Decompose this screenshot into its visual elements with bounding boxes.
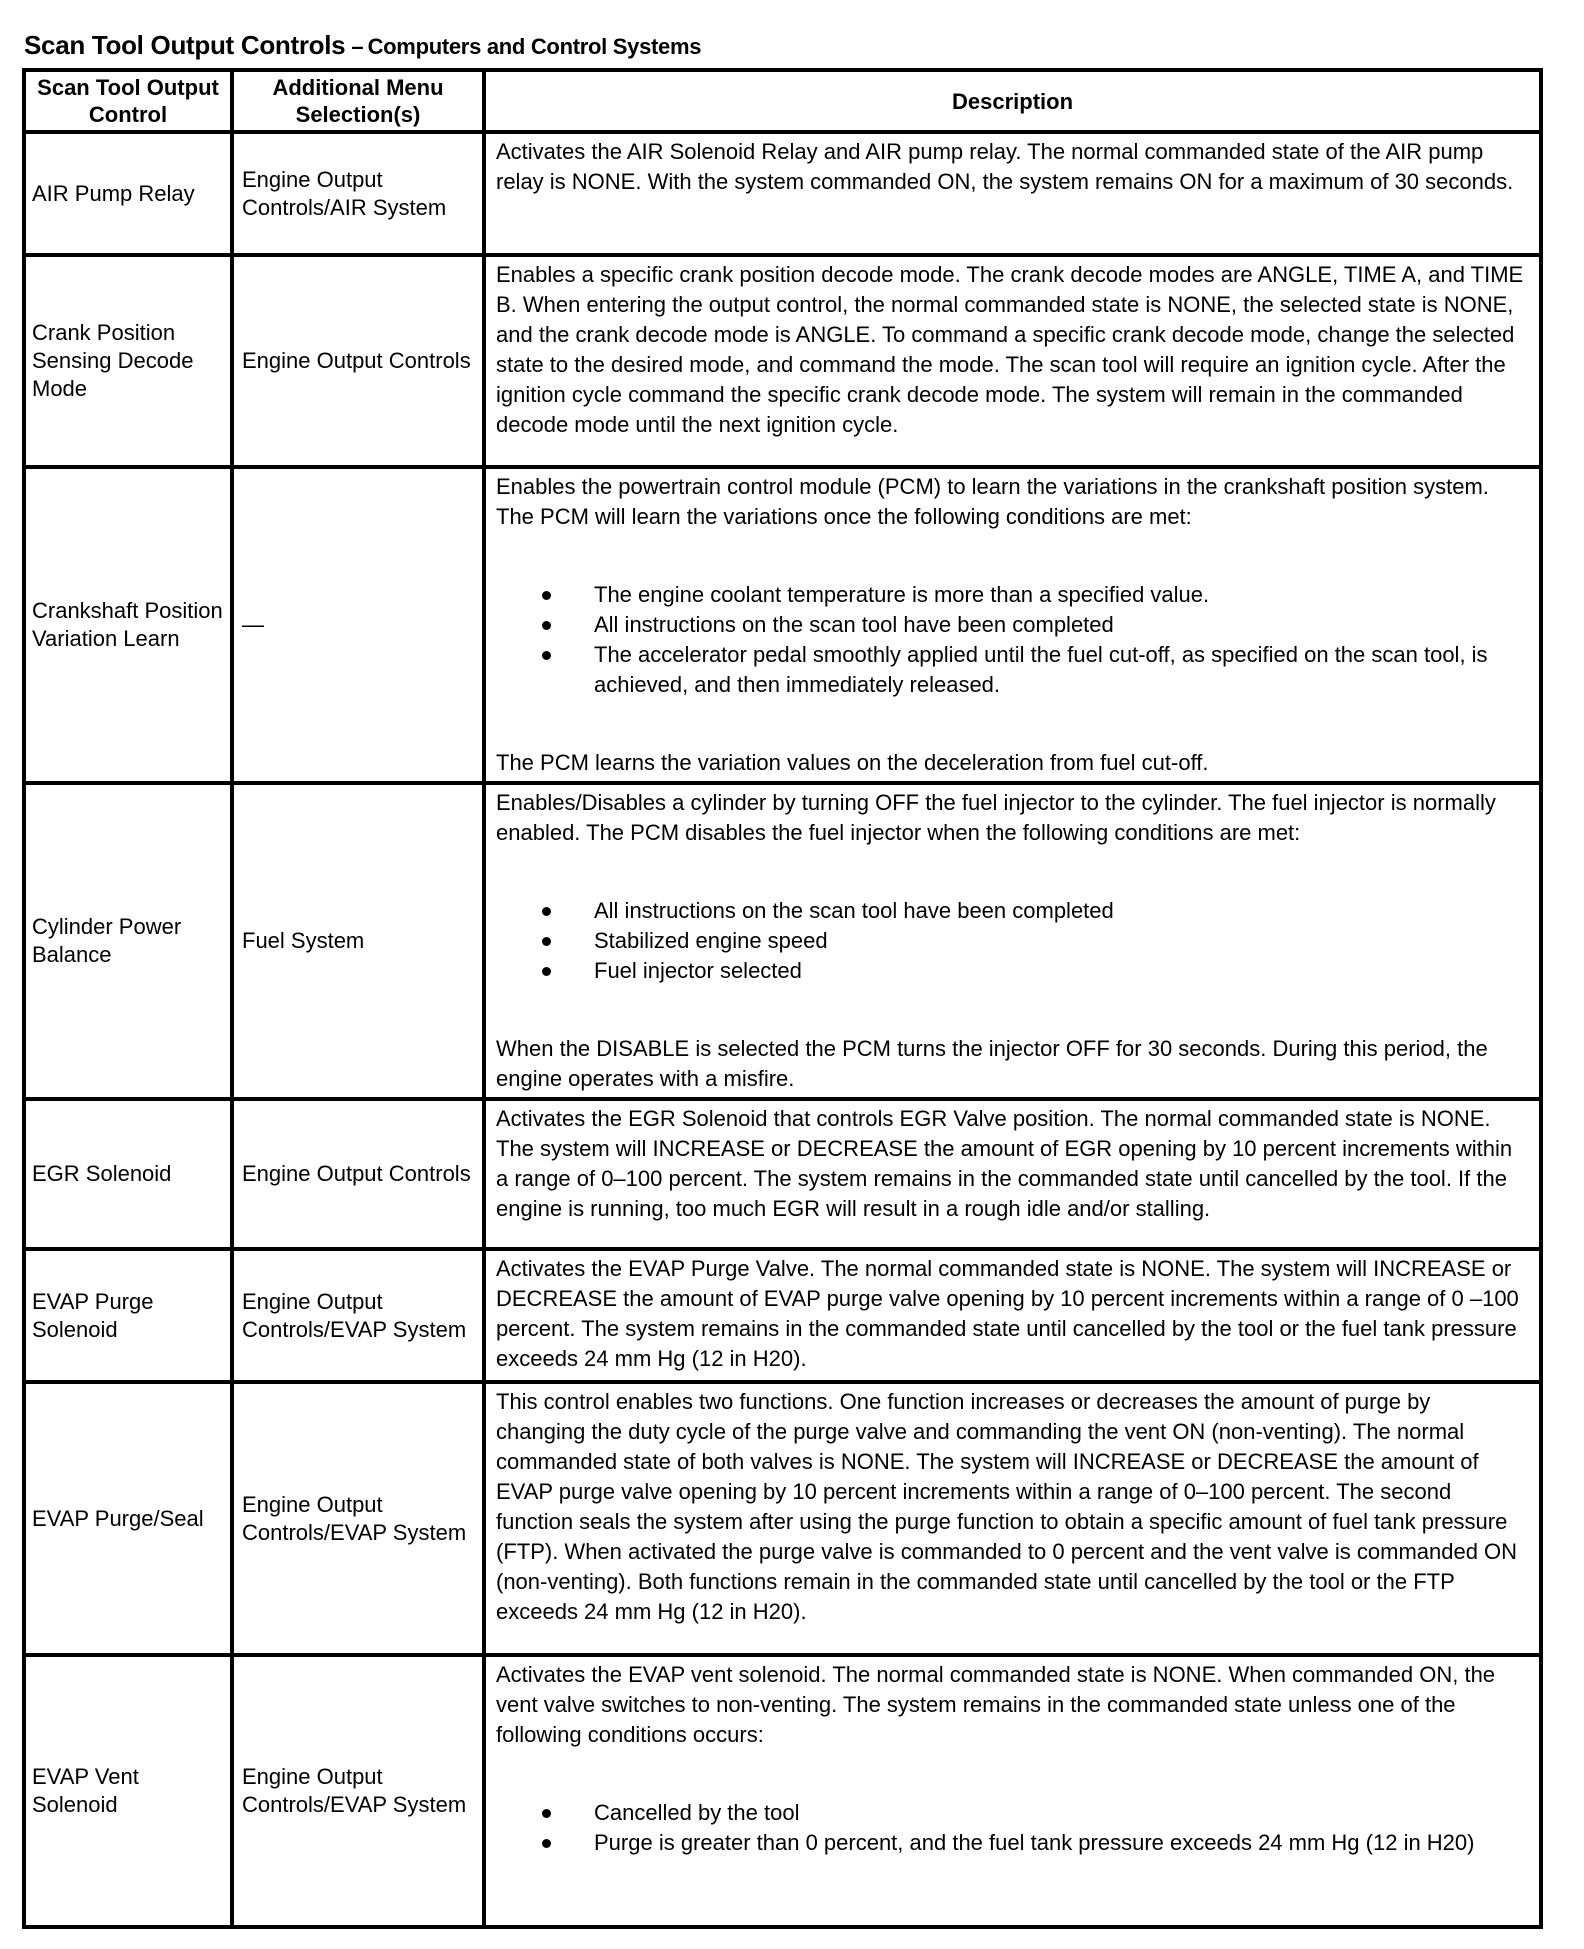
document-title xyxy=(24,30,1543,61)
table-row xyxy=(24,1099,1541,1249)
menu-selection-cell: Fuel System xyxy=(232,783,484,1099)
menu-selection-cell: Engine Output Controls/AIR System xyxy=(232,132,484,255)
document-title-main: Scan Tool Output Controls xyxy=(24,30,346,60)
column-header-description: Description xyxy=(484,70,1541,132)
table-row xyxy=(24,132,1541,255)
menu-selection-cell: Engine Output Controls xyxy=(232,255,484,467)
table-row xyxy=(24,1382,1541,1655)
description-paragraph: Activates the EVAP vent solenoid. The normal commanded state is NONE. When commanded ON, the vent valve switches to non-venting. The system remains in the commanded state unless one of the following conditions occurs: xyxy=(496,1662,1496,1747)
description-paragraph: The PCM learns the variation values on the deceleration from fuel cut-off. xyxy=(496,750,1209,775)
description-paragraph: Enables a specific crank position decode mode. The crank decode modes are ANGLE, TIME A, and TIME B. When entering the output control, the normal commanded state is NONE, the selected state is NONE, and the crank decode mode is ANGLE. To command a specific crank decode mode, change the selected state to the desired mode, and command the mode. The scan tool will require an ignition cycle. After the ignition cycle command the specific crank decode mode. The system will remain in the commanded decode mode until the next ignition cycle. xyxy=(496,262,1524,437)
table-row xyxy=(24,467,1541,783)
description-paragraph: Activates the AIR Solenoid Relay and AIR pump relay. The normal commanded state of the AIR pump relay is NONE. With the system commanded ON, the system remains ON for a maximum of 30 seconds. xyxy=(496,139,1514,194)
description-cell xyxy=(484,1655,1541,1927)
description-bullet-item: The accelerator pedal smoothly applied until the fuel cut-off, as specified on the scan tool, is achieved, and then immediately released. xyxy=(540,640,1525,700)
description-bullet-item: Purge is greater than 0 percent, and the fuel tank pressure exceeds 24 mm Hg (12 in H20) xyxy=(540,1828,1525,1858)
menu-selection-cell: Engine Output Controls/EVAP System xyxy=(232,1249,484,1382)
output-control-cell: Cylinder Power Balance xyxy=(24,783,232,1099)
description-cell xyxy=(484,467,1541,783)
menu-selection-cell: — xyxy=(232,467,484,783)
document-title-subtitle: Computers and Control Systems xyxy=(367,34,702,59)
output-control-cell: EVAP Purge/Seal xyxy=(24,1382,232,1655)
description-bullet-item: All instructions on the scan tool have been completed xyxy=(540,896,1525,926)
description-bullet-item: Stabilized engine speed xyxy=(540,926,1525,956)
column-header-scan-tool-output-control: Scan Tool Output Control xyxy=(24,70,232,132)
description-bullet-item: Fuel injector selected xyxy=(540,956,1525,986)
table-row xyxy=(24,1655,1541,1927)
description-cell xyxy=(484,1382,1541,1655)
scan-tool-output-controls-table xyxy=(22,68,1543,1929)
table-row xyxy=(24,783,1541,1099)
table-header xyxy=(24,70,1541,132)
table-body xyxy=(24,132,1541,1927)
description-bullet-item: The engine coolant temperature is more than a specified value. xyxy=(540,580,1525,610)
menu-selection-cell: Engine Output Controls/EVAP System xyxy=(232,1655,484,1927)
description-cell xyxy=(484,1249,1541,1382)
description-paragraph: Activates the EVAP Purge Valve. The normal commanded state is NONE. The system will INCREASE or DECREASE the amount of EVAP purge valve opening by 10 percent increments within a range of 0 –100 percent. The system remains in the commanded state until cancelled by the tool or the fuel tank pressure exceeds 24 mm Hg (12 in H20). xyxy=(496,1256,1519,1371)
description-paragraph: Enables/Disables a cylinder by turning OFF the fuel injector to the cylinder. The fuel injector is normally enabled. The PCM disables the fuel injector when the following conditions are met: xyxy=(496,790,1496,845)
description-cell xyxy=(484,255,1541,467)
description-paragraph: This control enables two functions. One function increases or decreases the amount of purge by changing the duty cycle of the purge valve and commanding the vent ON (non-venting). The normal commanded state of both valves is NONE. The system will INCREASE or DECREASE the amount of EVAP purge valve opening by 10 percent increments within a range of 0–100 percent. The second function seals the system after using the purge function to obtain a specific amount of fuel tank pressure (FTP). When activated the purge valve is commanded to 0 percent and the vent valve is commanded ON (non-venting). Both functions remain in the commanded state until cancelled by the tool or the FTP exceeds 24 mm Hg (12 in H20). xyxy=(496,1389,1518,1624)
description-paragraph: Activates the EGR Solenoid that controls EGR Valve position. The normal commanded state is NONE. The system will INCREASE or DECREASE the amount of EGR opening by 10 percent increments within a range of 0–100 percent. The system remains in the commanded state until cancelled by the tool. If the engine is running, too much EGR will result in a rough idle and/or stalling. xyxy=(496,1106,1513,1221)
description-bullet-list xyxy=(496,896,1525,986)
menu-selection-cell: Engine Output Controls xyxy=(232,1099,484,1249)
description-bullet-item: All instructions on the scan tool have been completed xyxy=(540,610,1525,640)
description-bullet-list xyxy=(496,1798,1525,1858)
description-paragraph: Enables the powertrain control module (PCM) to learn the variations in the crankshaft position system. The PCM will learn the variations once the following conditions are met: xyxy=(496,474,1489,529)
output-control-cell: EVAP Purge Solenoid xyxy=(24,1249,232,1382)
output-control-cell: EVAP Vent Solenoid xyxy=(24,1655,232,1927)
description-cell xyxy=(484,783,1541,1099)
table-row xyxy=(24,255,1541,467)
column-header-additional-menu-selections: Additional Menu Selection(s) xyxy=(232,70,484,132)
table-row xyxy=(24,1249,1541,1382)
description-cell xyxy=(484,1099,1541,1249)
table-header-row xyxy=(24,70,1541,132)
document-title-dash: – xyxy=(351,34,364,59)
output-control-cell: AIR Pump Relay xyxy=(24,132,232,255)
output-control-cell: Crank Position Sensing Decode Mode xyxy=(24,255,232,467)
output-control-cell: EGR Solenoid xyxy=(24,1099,232,1249)
output-control-cell: Crankshaft Position Variation Learn xyxy=(24,467,232,783)
description-cell xyxy=(484,132,1541,255)
description-paragraph: When the DISABLE is selected the PCM turns the injector OFF for 30 seconds. During this period, the engine operates with a misfire. xyxy=(496,1036,1488,1091)
menu-selection-cell: Engine Output Controls/EVAP System xyxy=(232,1382,484,1655)
description-bullet-list xyxy=(496,580,1525,700)
description-bullet-item: Cancelled by the tool xyxy=(540,1798,1525,1828)
